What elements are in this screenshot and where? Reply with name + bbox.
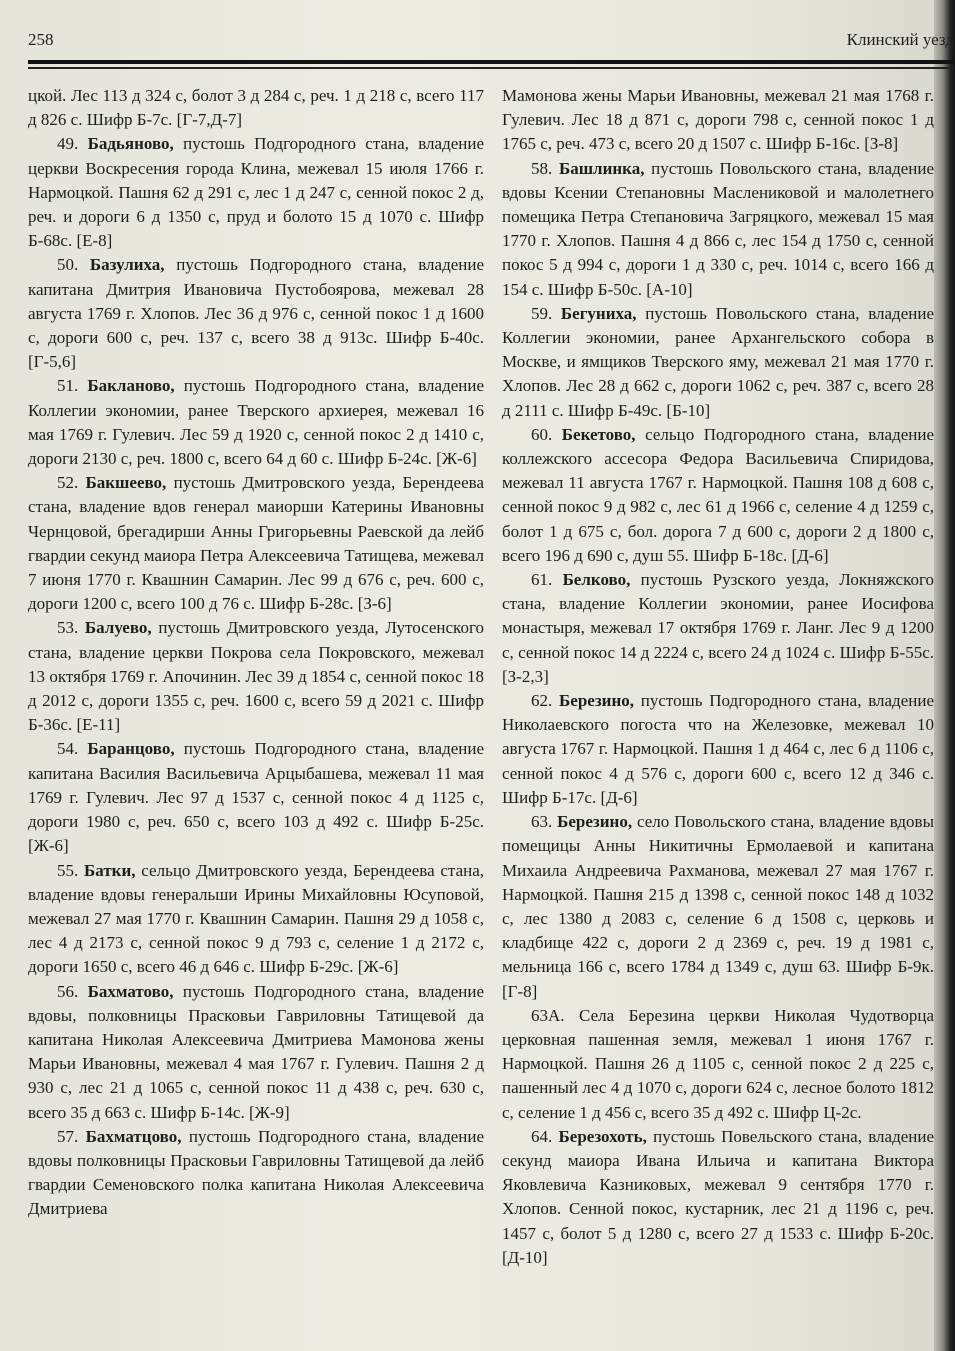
entry [28, 471, 484, 616]
right-column [502, 84, 934, 1270]
entry [28, 859, 484, 980]
running-title: Клинский уезд [846, 30, 954, 49]
entry-text: пустошь Повольского стана, владение Коллегии экономии, ранее Архангельского собора в Москве, и ямщиков Тверского яму, межевал 21 мая 1770 г. Хлопов. Лес 28 д 662 с, дороги 1062 с, реч. 387 с, всего 28 д 2111 с. Шифр Б-49с. [Б-10] [502, 303, 934, 420]
entry-text: пустошь Подгородного стана, владение капитана Дмитрия Ивановича Пустобоярова, межевал 28 августа 1769 г. Хлопов. Лес 36 д 976 с, сенной покос 1 д 1600 с, дороги 600 с, реч. 137 с, всего 38 д 913с. Шифр Б-40с. [Г-5,6] [28, 255, 485, 372]
entry-text: пустошь Подгородного стана, владение вдовы полковницы Прасковьи Гавриловны Татищевой да лейб гвардии Семеновского полка капитана Николая Алексеевича Дмитриева [28, 1126, 485, 1219]
entry-name: Бахматово, [87, 981, 174, 1001]
entry-name: Бакшеево, [85, 473, 167, 493]
entry-name: Батки, [84, 860, 136, 880]
entry [502, 302, 934, 423]
entry-number: 55. [57, 860, 79, 880]
entry-number: 58. [531, 158, 553, 178]
entry-name: Бадьяново, [87, 134, 174, 154]
entry-continuation [502, 84, 934, 157]
entry-text: сельцо Дмитровского уезда, Берендеева стана, владение вдовы генеральши Ирины Михайловны Юсуповой, межевал 27 мая 1770 г. Квашнин Самарин. Пашня 29 д 1058 с, лес 4 д 2173 с, сенной покос 9 д 793 с, селение 1 д 2172 с, дороги 1650 с, всего 46 д 646 с. Шифр Б-29с. [Ж-6] [28, 860, 485, 977]
left-column [28, 84, 484, 1222]
entry [502, 157, 934, 302]
entry-name: Башлинка, [558, 158, 645, 178]
header-rule-thick [28, 60, 954, 64]
entry-text: село Повольского стана, владение вдовы помещицы Анны Никитичны Ермолаевой и капитана Михаила Андреевича Рахманова, межевал 27 мая 1767 г. Нармоцкой. Пашня 215 д 1398 с, сенной покос 148 д 1032 с, лес 1380 д 2083 с, селение 6 д 1508 с, церковь и кладбище 422 с, дороги 2 д 2369 с, реч. 19 д 1981 с, мельница 166 с, всего 1784 д 1349 с, душ 63. Шифр Б-9к. [Г-8] [502, 812, 935, 1001]
entry-text: пустошь Подгородного стана, владение Николаевского погоста что на Железовке, межевал 10 августа 1767 г. Нармоцкой. Пашня 1 д 464 с, лес 6 д 1106 с, сенной покос 4 д 576 с, дороги 600 с, всего 12 д 346 с. Шифр Б-17с. [Д-6] [502, 691, 934, 807]
entry [502, 1125, 934, 1270]
entry-number: 57. [57, 1126, 79, 1146]
entry-continuation [28, 84, 484, 132]
entry-number: 53. [57, 618, 79, 638]
entry-text: пустошь Подгородного стана, владение капитана Василия Васильевича Арцыбашева, межевал 11 мая 1769 г. Гулевич. Лес 97 д 1537 с, сенной покос 4 д 1125 с, дороги 1980 с, реч. 650 с, всего 103 д 492 с. Шифр Б-25с. [Ж-6] [28, 739, 485, 856]
entry [28, 253, 484, 374]
entry-name: Бахматцово, [85, 1126, 182, 1146]
entry-number: 63А. [531, 1005, 565, 1025]
entry-text: Села Березина церкви Николая Чудотворца церковная пашенная земля, межевал 1 июня 1767 г. Нармоцкой. Пашня 26 д 1105 с, сенной покос 2 д 225 с, пашенный лес 4 д 1070 с, дороги 624 с, лесное болото 1812 с, селение 1 д 456 с, всего 35 д 492 с. Шифр Ц-2с. [502, 1005, 935, 1122]
entry [28, 737, 484, 858]
entry-text: пустошь Подгородного стана, владение вдовы, полковницы Прасковьи Гавриловны Татищевой да капитана Николая Алексеевича Дмитриева Мамонова жены Марьи Ивановны, межевал 4 мая 1767 г. Гулевич. Пашня 2 д 930 с, лес 21 д 1065 с, сенной покос 11 д 438 с, реч. 630 с, всего 35 д 663 с. Шифр Б-14с. [Ж-9] [28, 981, 485, 1122]
entry-number: 61. [531, 570, 553, 590]
running-header [28, 30, 954, 60]
entry-number: 50. [57, 255, 79, 275]
entry-text: цкой. Лес 113 д 324 с, болот 3 д 284 с, реч. 1 д 218 с, всего 117 д 826 с. Шифр Б-7с. [Г-7,Д-7] [28, 86, 484, 130]
entry-text: пустошь Дмитровского уезда, Лутосенского стана, владение церкви Покрова села Покровского, межевал 13 октября 1769 г. Апочинин. Лес 39 д 1854 с, сенной покос 18 д 2012 с, дороги 1355 с, реч. 1600 с, всего 59 д 2021 с. Шифр Б-36с. [Е-11] [28, 618, 484, 735]
book-spine-shadow [934, 0, 955, 1351]
entry [502, 1004, 934, 1125]
entry-number: 59. [531, 303, 553, 323]
entry-name: Балуево, [84, 618, 152, 638]
entry-text: пустошь Подгородного стана, владение церкви Воскресения города Клина, межевал 15 июля 1766 г. Нармоцкой. Пашня 62 д 291 с, лес 1 д 247 с, сенной покос 2 д, реч. и дороги 6 д 1350 с, пруд и болото 15 д 1070 с. Шифр Б-68с. [Е-8] [28, 134, 485, 251]
entry-text: Мамонова жены Марьи Ивановны, межевал 21 мая 1768 г. Гулевич. Лес 18 д 871 с, дороги 798 с, сенной покос 1 д 1765 с, реч. 473 с, всего 20 д 1507 с. Шифр Б-16с. [З-8] [502, 86, 934, 154]
entry-number: 63. [531, 812, 553, 832]
page-number: 258 [28, 30, 54, 49]
entry [28, 132, 484, 253]
entry [28, 980, 484, 1125]
entry [28, 374, 484, 471]
entry [502, 423, 934, 568]
entry-name: Бакланово, [87, 376, 175, 396]
entry-name: Баранцово, [87, 739, 175, 759]
entry-number: 52. [57, 473, 79, 493]
entry-number: 49. [57, 134, 79, 154]
entry-number: 64. [531, 1126, 553, 1146]
entry [28, 616, 484, 737]
entry [502, 810, 934, 1004]
entry-text: пустошь Повельского стана, владение секунд маиора Ивана Ильича и капитана Виктора Яковлевича Казниковых, межевал 9 сентября 1770 г. Хлопов. Сенной покос, кустарник, лес 21 д 1196 с, реч. 1457 с, болот 5 д 1280 с, всего 27 д 1533 с. Шифр Б-20с. [Д-10] [502, 1126, 935, 1267]
entry-text: пустошь Повольского стана, владение вдовы Ксении Степановны Маслениковой и малолетнего помещика Петра Степановича Загряцкого, межевал 15 мая 1770 г. Хлопов. Пашня 4 д 866 с, лес 154 д 1750 с, сенной покос 5 д 994 с, дороги 1 д 330 с, реч. 1014 с, всего 166 д 154 с. Шифр Б-50с. [А-10] [502, 158, 935, 299]
entry [502, 568, 934, 689]
entry-name: Базулиха, [89, 255, 165, 275]
entry-name: Березино, [559, 691, 634, 711]
entry-name: Белково, [562, 570, 631, 590]
entry-text: пустошь Подгородного стана, владение Коллегии экономии, ранее Тверского архиерея, межевал 16 мая 1769 г. Гулевич. Лес 59 д 1920 с, сенной покос 2 д 1410 с, дороги 2130 с, реч. 1800 с, всего 64 д 60 с. Шифр Б-24с. [Ж-6] [28, 376, 485, 469]
entry [28, 1125, 484, 1222]
header-rule-thin [28, 67, 954, 69]
entry-number: 62. [531, 691, 553, 711]
entry-text: сельцо Подгородного стана, владение коллежского ассесора Федора Васильевича Спиридова, межевал 11 августа 1767 г. Нармоцкой. Пашня 108 д 608 с, сенной покос 9 д 982 с, лес 61 д 1966 с, селение 4 д 1259 с, болот 1 д 675 с, бол. дорога 7 д 600 с, дороги 2 д 1800 с, всего 196 д 690 с, душ 55. Шифр Б-18с. [Д-6] [502, 424, 935, 565]
entry-text: пустошь Рузского уезда, Локняжского стана, владение Коллегии экономии, ранее Иосифова монастыря, межевал 17 октября 1769 г. Ланг. Лес 9 д 1200 с, сенной покос 14 д 2224 с, всего 24 д 1024 с. Шифр Б-55с. [З-2,3] [502, 570, 935, 686]
entry-number: 60. [531, 424, 553, 444]
entry-name: Березохоть, [558, 1126, 647, 1146]
entry-name: Бекетово, [561, 424, 636, 444]
entry [502, 689, 934, 810]
entry-number: 56. [57, 981, 79, 1001]
entry-name: Бегуниха, [560, 303, 637, 323]
entry-number: 51. [57, 376, 79, 396]
entry-name: Березино, [557, 812, 633, 832]
entry-text: пустошь Дмитровского уезда, Берендеева стана, владение вдов генерал маиорши Катерины Ивановны Чернцовой, брегадирши Анны Григорьевны Раевской да лейб гвардии секунд маиора Петра Алексеевича Татищева, межевал 7 июня 1770 г. Квашнин Самарин. Лес 99 д 676 с, реч. 600 с, дороги 1200 с, всего 100 д 76 с. Шифр Б-28с. [З-6] [28, 473, 484, 614]
entry-number: 54. [57, 739, 79, 759]
